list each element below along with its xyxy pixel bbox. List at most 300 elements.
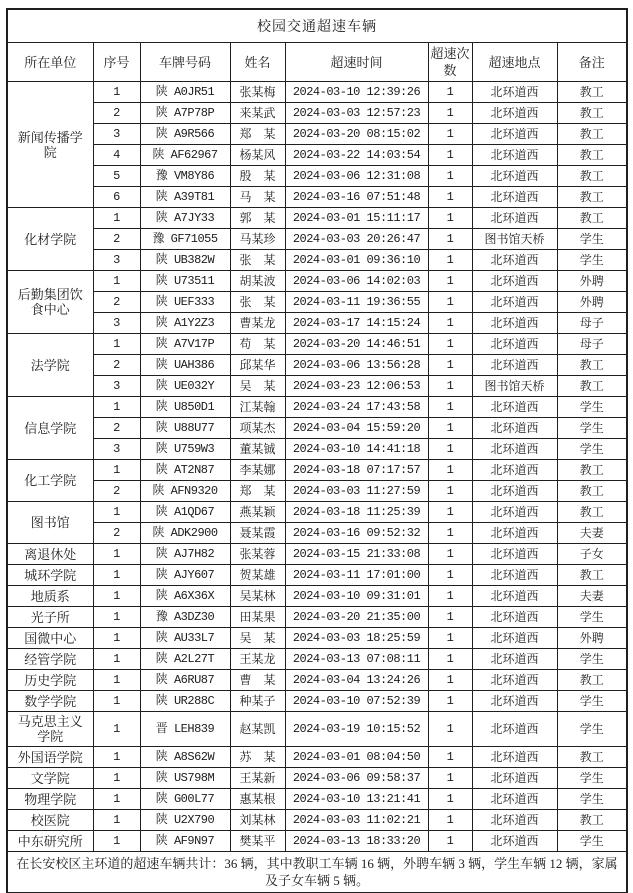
seq-cell: 1 xyxy=(93,544,140,565)
seq-cell: 1 xyxy=(93,670,140,691)
plate-cell: 陕 AT2N87 xyxy=(140,460,230,481)
seq-cell: 1 xyxy=(93,810,140,831)
unit-cell: 法学院 xyxy=(7,334,93,397)
seq-cell: 3 xyxy=(93,124,140,145)
note-cell: 教工 xyxy=(557,208,627,229)
time-cell: 2024-03-20 21:35:00 xyxy=(285,607,428,628)
name-cell: 郑 某 xyxy=(230,481,285,502)
unit-cell: 物理学院 xyxy=(7,789,93,810)
name-cell: 贺某雄 xyxy=(230,565,285,586)
note-cell: 学生 xyxy=(557,712,627,747)
name-cell: 郑 某 xyxy=(230,124,285,145)
time-cell: 2024-03-10 09:31:01 xyxy=(285,586,428,607)
note-cell: 子女 xyxy=(557,544,627,565)
note-cell: 教工 xyxy=(557,166,627,187)
table-row xyxy=(7,628,627,649)
time-cell: 2024-03-11 19:36:55 xyxy=(285,292,428,313)
plate-cell: 陕 A0JR51 xyxy=(140,82,230,103)
count-cell: 1 xyxy=(428,831,472,852)
time-cell: 2024-03-13 07:08:11 xyxy=(285,649,428,670)
table-row xyxy=(7,124,627,145)
table-row xyxy=(7,229,627,250)
name-cell: 马某珍 xyxy=(230,229,285,250)
name-cell: 吴 某 xyxy=(230,376,285,397)
time-cell: 2024-03-04 13:24:26 xyxy=(285,670,428,691)
table-row xyxy=(7,810,627,831)
unit-cell: 马克思主义学院 xyxy=(7,712,93,747)
unit-cell: 外国语学院 xyxy=(7,747,93,768)
location-cell: 北环道西 xyxy=(472,124,557,145)
plate-cell: 陕 AF9N97 xyxy=(140,831,230,852)
seq-cell: 3 xyxy=(93,250,140,271)
location-cell: 北环道西 xyxy=(472,810,557,831)
location-cell: 北环道西 xyxy=(472,481,557,502)
seq-cell: 2 xyxy=(93,355,140,376)
unit-cell: 国微中心 xyxy=(7,628,93,649)
name-cell: 胡某波 xyxy=(230,271,285,292)
time-cell: 2024-03-17 14:15:24 xyxy=(285,313,428,334)
name-cell: 燕某颖 xyxy=(230,502,285,523)
unit-cell: 信息学院 xyxy=(7,397,93,460)
plate-cell: 陕 A6RU87 xyxy=(140,670,230,691)
speeding-vehicles-table xyxy=(6,8,628,893)
name-cell: 赵某凯 xyxy=(230,712,285,747)
note-cell: 夫妻 xyxy=(557,586,627,607)
name-cell: 苟 某 xyxy=(230,334,285,355)
plate-cell: 陕 A7P78P xyxy=(140,103,230,124)
name-cell: 樊某平 xyxy=(230,831,285,852)
time-cell: 2024-03-10 12:39:26 xyxy=(285,82,428,103)
table-row xyxy=(7,523,627,544)
count-cell: 1 xyxy=(428,691,472,712)
table-row xyxy=(7,502,627,523)
count-cell: 1 xyxy=(428,670,472,691)
time-cell: 2024-03-15 21:33:08 xyxy=(285,544,428,565)
table-row xyxy=(7,747,627,768)
column-header-3: 姓名 xyxy=(230,43,285,82)
count-cell: 1 xyxy=(428,628,472,649)
location-cell: 北环道西 xyxy=(472,187,557,208)
location-cell: 北环道西 xyxy=(472,523,557,544)
name-cell: 来某武 xyxy=(230,103,285,124)
name-cell: 田某果 xyxy=(230,607,285,628)
name-cell: 李某娜 xyxy=(230,460,285,481)
unit-cell: 文学院 xyxy=(7,768,93,789)
location-cell: 北环道西 xyxy=(472,768,557,789)
table-row xyxy=(7,397,627,418)
location-cell: 北环道西 xyxy=(472,166,557,187)
time-cell: 2024-03-19 10:15:52 xyxy=(285,712,428,747)
location-cell: 北环道西 xyxy=(472,397,557,418)
time-cell: 2024-03-03 18:25:59 xyxy=(285,628,428,649)
plate-cell: 陕 A7JY33 xyxy=(140,208,230,229)
location-cell: 北环道西 xyxy=(472,586,557,607)
seq-cell: 1 xyxy=(93,460,140,481)
count-cell: 1 xyxy=(428,82,472,103)
unit-cell: 光子所 xyxy=(7,607,93,628)
table-row xyxy=(7,607,627,628)
plate-cell: 陕 U73511 xyxy=(140,271,230,292)
plate-cell: 豫 GF71055 xyxy=(140,229,230,250)
location-cell: 北环道西 xyxy=(472,418,557,439)
table-row xyxy=(7,376,627,397)
table-row xyxy=(7,544,627,565)
table-row xyxy=(7,292,627,313)
location-cell: 北环道西 xyxy=(472,460,557,481)
seq-cell: 3 xyxy=(93,313,140,334)
note-cell: 教工 xyxy=(557,481,627,502)
location-cell: 北环道西 xyxy=(472,208,557,229)
name-cell: 江某翰 xyxy=(230,397,285,418)
name-cell: 张 某 xyxy=(230,250,285,271)
seq-cell: 2 xyxy=(93,292,140,313)
name-cell: 王某龙 xyxy=(230,649,285,670)
unit-cell: 历史学院 xyxy=(7,670,93,691)
table-row xyxy=(7,481,627,502)
location-cell: 北环道西 xyxy=(472,565,557,586)
table-row xyxy=(7,649,627,670)
plate-cell: 陕 U850D1 xyxy=(140,397,230,418)
time-cell: 2024-03-24 17:43:58 xyxy=(285,397,428,418)
plate-cell: 陕 A1Y2Z3 xyxy=(140,313,230,334)
name-cell: 王某新 xyxy=(230,768,285,789)
note-cell: 学生 xyxy=(557,418,627,439)
unit-cell: 经管学院 xyxy=(7,649,93,670)
location-cell: 北环道西 xyxy=(472,313,557,334)
seq-cell: 1 xyxy=(93,586,140,607)
plate-cell: 陕 AFN9320 xyxy=(140,481,230,502)
note-cell: 教工 xyxy=(557,810,627,831)
seq-cell: 5 xyxy=(93,166,140,187)
time-cell: 2024-03-18 11:25:39 xyxy=(285,502,428,523)
time-cell: 2024-03-16 09:52:32 xyxy=(285,523,428,544)
location-cell: 北环道西 xyxy=(472,355,557,376)
name-cell: 刘某林 xyxy=(230,810,285,831)
table-body xyxy=(7,82,627,852)
count-cell: 1 xyxy=(428,166,472,187)
note-cell: 教工 xyxy=(557,82,627,103)
location-cell: 北环道西 xyxy=(472,670,557,691)
page-title: 校园交通超速车辆 xyxy=(7,9,627,43)
summary-text: 在长安校区主环道的超速车辆共计：36 辆，其中教职工车辆 16 辆，外聘车辆 3 辆，学生车辆 12 辆，家属及子女车辆 5 辆。 xyxy=(7,852,627,893)
note-cell: 教工 xyxy=(557,747,627,768)
location-cell: 北环道西 xyxy=(472,502,557,523)
name-cell: 种某子 xyxy=(230,691,285,712)
seq-cell: 1 xyxy=(93,397,140,418)
plate-cell: 陕 UAH386 xyxy=(140,355,230,376)
location-cell: 图书馆天桥 xyxy=(472,229,557,250)
plate-cell: 陕 AJY607 xyxy=(140,565,230,586)
count-cell: 1 xyxy=(428,502,472,523)
plate-cell: 陕 AJ7H82 xyxy=(140,544,230,565)
unit-cell: 数学学院 xyxy=(7,691,93,712)
column-header-6: 超速地点 xyxy=(472,43,557,82)
location-cell: 北环道西 xyxy=(472,747,557,768)
time-cell: 2024-03-20 08:15:02 xyxy=(285,124,428,145)
time-cell: 2024-03-03 11:02:21 xyxy=(285,810,428,831)
count-cell: 1 xyxy=(428,768,472,789)
name-cell: 张 某 xyxy=(230,292,285,313)
column-header-2: 车牌号码 xyxy=(140,43,230,82)
name-cell: 马 某 xyxy=(230,187,285,208)
table-row xyxy=(7,460,627,481)
table-row xyxy=(7,250,627,271)
footer-row xyxy=(7,852,627,893)
column-header-1: 序号 xyxy=(93,43,140,82)
unit-cell: 化工学院 xyxy=(7,460,93,502)
note-cell: 夫妻 xyxy=(557,523,627,544)
table-row xyxy=(7,313,627,334)
count-cell: 1 xyxy=(428,747,472,768)
plate-cell: 豫 VM8Y86 xyxy=(140,166,230,187)
location-cell: 北环道西 xyxy=(472,712,557,747)
table-row xyxy=(7,670,627,691)
table-row xyxy=(7,565,627,586)
count-cell: 1 xyxy=(428,208,472,229)
note-cell: 学生 xyxy=(557,649,627,670)
table-row xyxy=(7,691,627,712)
count-cell: 1 xyxy=(428,523,472,544)
location-cell: 北环道西 xyxy=(472,271,557,292)
note-cell: 学生 xyxy=(557,397,627,418)
time-cell: 2024-03-06 13:56:28 xyxy=(285,355,428,376)
seq-cell: 2 xyxy=(93,523,140,544)
plate-cell: 晋 LEH839 xyxy=(140,712,230,747)
time-cell: 2024-03-23 12:06:53 xyxy=(285,376,428,397)
time-cell: 2024-03-01 09:36:10 xyxy=(285,250,428,271)
count-cell: 1 xyxy=(428,418,472,439)
count-cell: 1 xyxy=(428,355,472,376)
unit-cell: 城环学院 xyxy=(7,565,93,586)
plate-cell: 陕 UE032Y xyxy=(140,376,230,397)
time-cell: 2024-03-10 14:41:18 xyxy=(285,439,428,460)
seq-cell: 6 xyxy=(93,187,140,208)
seq-cell: 1 xyxy=(93,691,140,712)
name-cell: 苏 某 xyxy=(230,747,285,768)
note-cell: 学生 xyxy=(557,229,627,250)
seq-cell: 1 xyxy=(93,208,140,229)
count-cell: 1 xyxy=(428,810,472,831)
plate-cell: 陕 UR288C xyxy=(140,691,230,712)
count-cell: 1 xyxy=(428,460,472,481)
plate-cell: 陕 AF62967 xyxy=(140,145,230,166)
name-cell: 张某梅 xyxy=(230,82,285,103)
count-cell: 1 xyxy=(428,187,472,208)
seq-cell: 1 xyxy=(93,271,140,292)
count-cell: 1 xyxy=(428,565,472,586)
name-cell: 董某铖 xyxy=(230,439,285,460)
table-row xyxy=(7,145,627,166)
seq-cell: 1 xyxy=(93,82,140,103)
location-cell: 北环道西 xyxy=(472,789,557,810)
seq-cell: 1 xyxy=(93,768,140,789)
name-cell: 郭 某 xyxy=(230,208,285,229)
seq-cell: 2 xyxy=(93,229,140,250)
seq-cell: 3 xyxy=(93,439,140,460)
seq-cell: 1 xyxy=(93,628,140,649)
table-row xyxy=(7,334,627,355)
table-row xyxy=(7,166,627,187)
plate-cell: 陕 ADK2900 xyxy=(140,523,230,544)
plate-cell: 陕 U88U77 xyxy=(140,418,230,439)
seq-cell: 1 xyxy=(93,747,140,768)
time-cell: 2024-03-06 14:02:03 xyxy=(285,271,428,292)
unit-cell: 后勤集团饮食中心 xyxy=(7,271,93,334)
plate-cell: 陕 A6X36X xyxy=(140,586,230,607)
note-cell: 外聘 xyxy=(557,628,627,649)
note-cell: 学生 xyxy=(557,691,627,712)
note-cell: 学生 xyxy=(557,250,627,271)
unit-cell: 图书馆 xyxy=(7,502,93,544)
name-cell: 曹某龙 xyxy=(230,313,285,334)
time-cell: 2024-03-10 13:21:41 xyxy=(285,789,428,810)
seq-cell: 1 xyxy=(93,334,140,355)
name-cell: 殷 某 xyxy=(230,166,285,187)
plate-cell: 陕 US798M xyxy=(140,768,230,789)
note-cell: 教工 xyxy=(557,670,627,691)
location-cell: 北环道西 xyxy=(472,691,557,712)
plate-cell: 陕 U759W3 xyxy=(140,439,230,460)
location-cell: 北环道西 xyxy=(472,103,557,124)
note-cell: 学生 xyxy=(557,768,627,789)
plate-cell: 陕 G00L77 xyxy=(140,789,230,810)
table-row xyxy=(7,831,627,852)
location-cell: 北环道西 xyxy=(472,649,557,670)
plate-cell: 陕 A39T81 xyxy=(140,187,230,208)
table-row xyxy=(7,103,627,124)
unit-cell: 化材学院 xyxy=(7,208,93,271)
location-cell: 北环道西 xyxy=(472,439,557,460)
note-cell: 外聘 xyxy=(557,292,627,313)
location-cell: 北环道西 xyxy=(472,145,557,166)
time-cell: 2024-03-01 08:04:50 xyxy=(285,747,428,768)
name-cell: 聂某霞 xyxy=(230,523,285,544)
count-cell: 1 xyxy=(428,607,472,628)
plate-cell: 陕 A7V17P xyxy=(140,334,230,355)
count-cell: 1 xyxy=(428,292,472,313)
table-row xyxy=(7,82,627,103)
name-cell: 张某蓉 xyxy=(230,544,285,565)
name-cell: 吴某林 xyxy=(230,586,285,607)
time-cell: 2024-03-13 18:33:20 xyxy=(285,831,428,852)
unit-cell: 新闻传播学院 xyxy=(7,82,93,208)
seq-cell: 4 xyxy=(93,145,140,166)
note-cell: 教工 xyxy=(557,124,627,145)
count-cell: 1 xyxy=(428,229,472,250)
title-row xyxy=(7,9,627,43)
note-cell: 教工 xyxy=(557,502,627,523)
seq-cell: 1 xyxy=(93,712,140,747)
count-cell: 1 xyxy=(428,334,472,355)
column-header-5: 超速次数 xyxy=(428,43,472,82)
name-cell: 杨某风 xyxy=(230,145,285,166)
note-cell: 学生 xyxy=(557,831,627,852)
seq-cell: 1 xyxy=(93,502,140,523)
time-cell: 2024-03-11 17:01:00 xyxy=(285,565,428,586)
table-row xyxy=(7,768,627,789)
unit-cell: 离退休处 xyxy=(7,544,93,565)
time-cell: 2024-03-03 20:26:47 xyxy=(285,229,428,250)
location-cell: 北环道西 xyxy=(472,544,557,565)
count-cell: 1 xyxy=(428,271,472,292)
note-cell: 学生 xyxy=(557,789,627,810)
location-cell: 北环道西 xyxy=(472,628,557,649)
count-cell: 1 xyxy=(428,712,472,747)
note-cell: 教工 xyxy=(557,565,627,586)
note-cell: 教工 xyxy=(557,376,627,397)
location-cell: 北环道西 xyxy=(472,831,557,852)
table-row xyxy=(7,187,627,208)
seq-cell: 1 xyxy=(93,789,140,810)
note-cell: 母子 xyxy=(557,313,627,334)
table-row xyxy=(7,418,627,439)
time-cell: 2024-03-20 14:46:51 xyxy=(285,334,428,355)
plate-cell: 陕 A2L27T xyxy=(140,649,230,670)
seq-cell: 2 xyxy=(93,103,140,124)
time-cell: 2024-03-18 07:17:57 xyxy=(285,460,428,481)
time-cell: 2024-03-01 15:11:17 xyxy=(285,208,428,229)
name-cell: 惠某根 xyxy=(230,789,285,810)
unit-cell: 中东研究所 xyxy=(7,831,93,852)
name-cell: 曹 某 xyxy=(230,670,285,691)
time-cell: 2024-03-06 09:58:37 xyxy=(285,768,428,789)
time-cell: 2024-03-03 12:57:23 xyxy=(285,103,428,124)
count-cell: 1 xyxy=(428,376,472,397)
note-cell: 教工 xyxy=(557,460,627,481)
location-cell: 北环道西 xyxy=(472,250,557,271)
note-cell: 学生 xyxy=(557,607,627,628)
table-row xyxy=(7,439,627,460)
count-cell: 1 xyxy=(428,124,472,145)
note-cell: 教工 xyxy=(557,355,627,376)
note-cell: 母子 xyxy=(557,334,627,355)
name-cell: 项某杰 xyxy=(230,418,285,439)
count-cell: 1 xyxy=(428,313,472,334)
plate-cell: 陕 UEF333 xyxy=(140,292,230,313)
seq-cell: 1 xyxy=(93,565,140,586)
plate-cell: 陕 UB382W xyxy=(140,250,230,271)
count-cell: 1 xyxy=(428,586,472,607)
count-cell: 1 xyxy=(428,439,472,460)
plate-cell: 陕 A1QD67 xyxy=(140,502,230,523)
table-row xyxy=(7,586,627,607)
location-cell: 北环道西 xyxy=(472,607,557,628)
table-row xyxy=(7,789,627,810)
time-cell: 2024-03-16 07:51:48 xyxy=(285,187,428,208)
table-row xyxy=(7,271,627,292)
count-cell: 1 xyxy=(428,145,472,166)
column-header-0: 所在单位 xyxy=(7,43,93,82)
header-row xyxy=(7,43,627,82)
column-header-7: 备注 xyxy=(557,43,627,82)
location-cell: 北环道西 xyxy=(472,292,557,313)
note-cell: 学生 xyxy=(557,439,627,460)
location-cell: 图书馆天桥 xyxy=(472,376,557,397)
plate-cell: 陕 AU33L7 xyxy=(140,628,230,649)
unit-cell: 校医院 xyxy=(7,810,93,831)
count-cell: 1 xyxy=(428,789,472,810)
time-cell: 2024-03-03 11:27:59 xyxy=(285,481,428,502)
location-cell: 北环道西 xyxy=(472,82,557,103)
name-cell: 邱某华 xyxy=(230,355,285,376)
plate-cell: 陕 A9R566 xyxy=(140,124,230,145)
count-cell: 1 xyxy=(428,103,472,124)
time-cell: 2024-03-06 12:31:08 xyxy=(285,166,428,187)
count-cell: 1 xyxy=(428,250,472,271)
note-cell: 外聘 xyxy=(557,271,627,292)
name-cell: 吴 某 xyxy=(230,628,285,649)
seq-cell: 1 xyxy=(93,831,140,852)
